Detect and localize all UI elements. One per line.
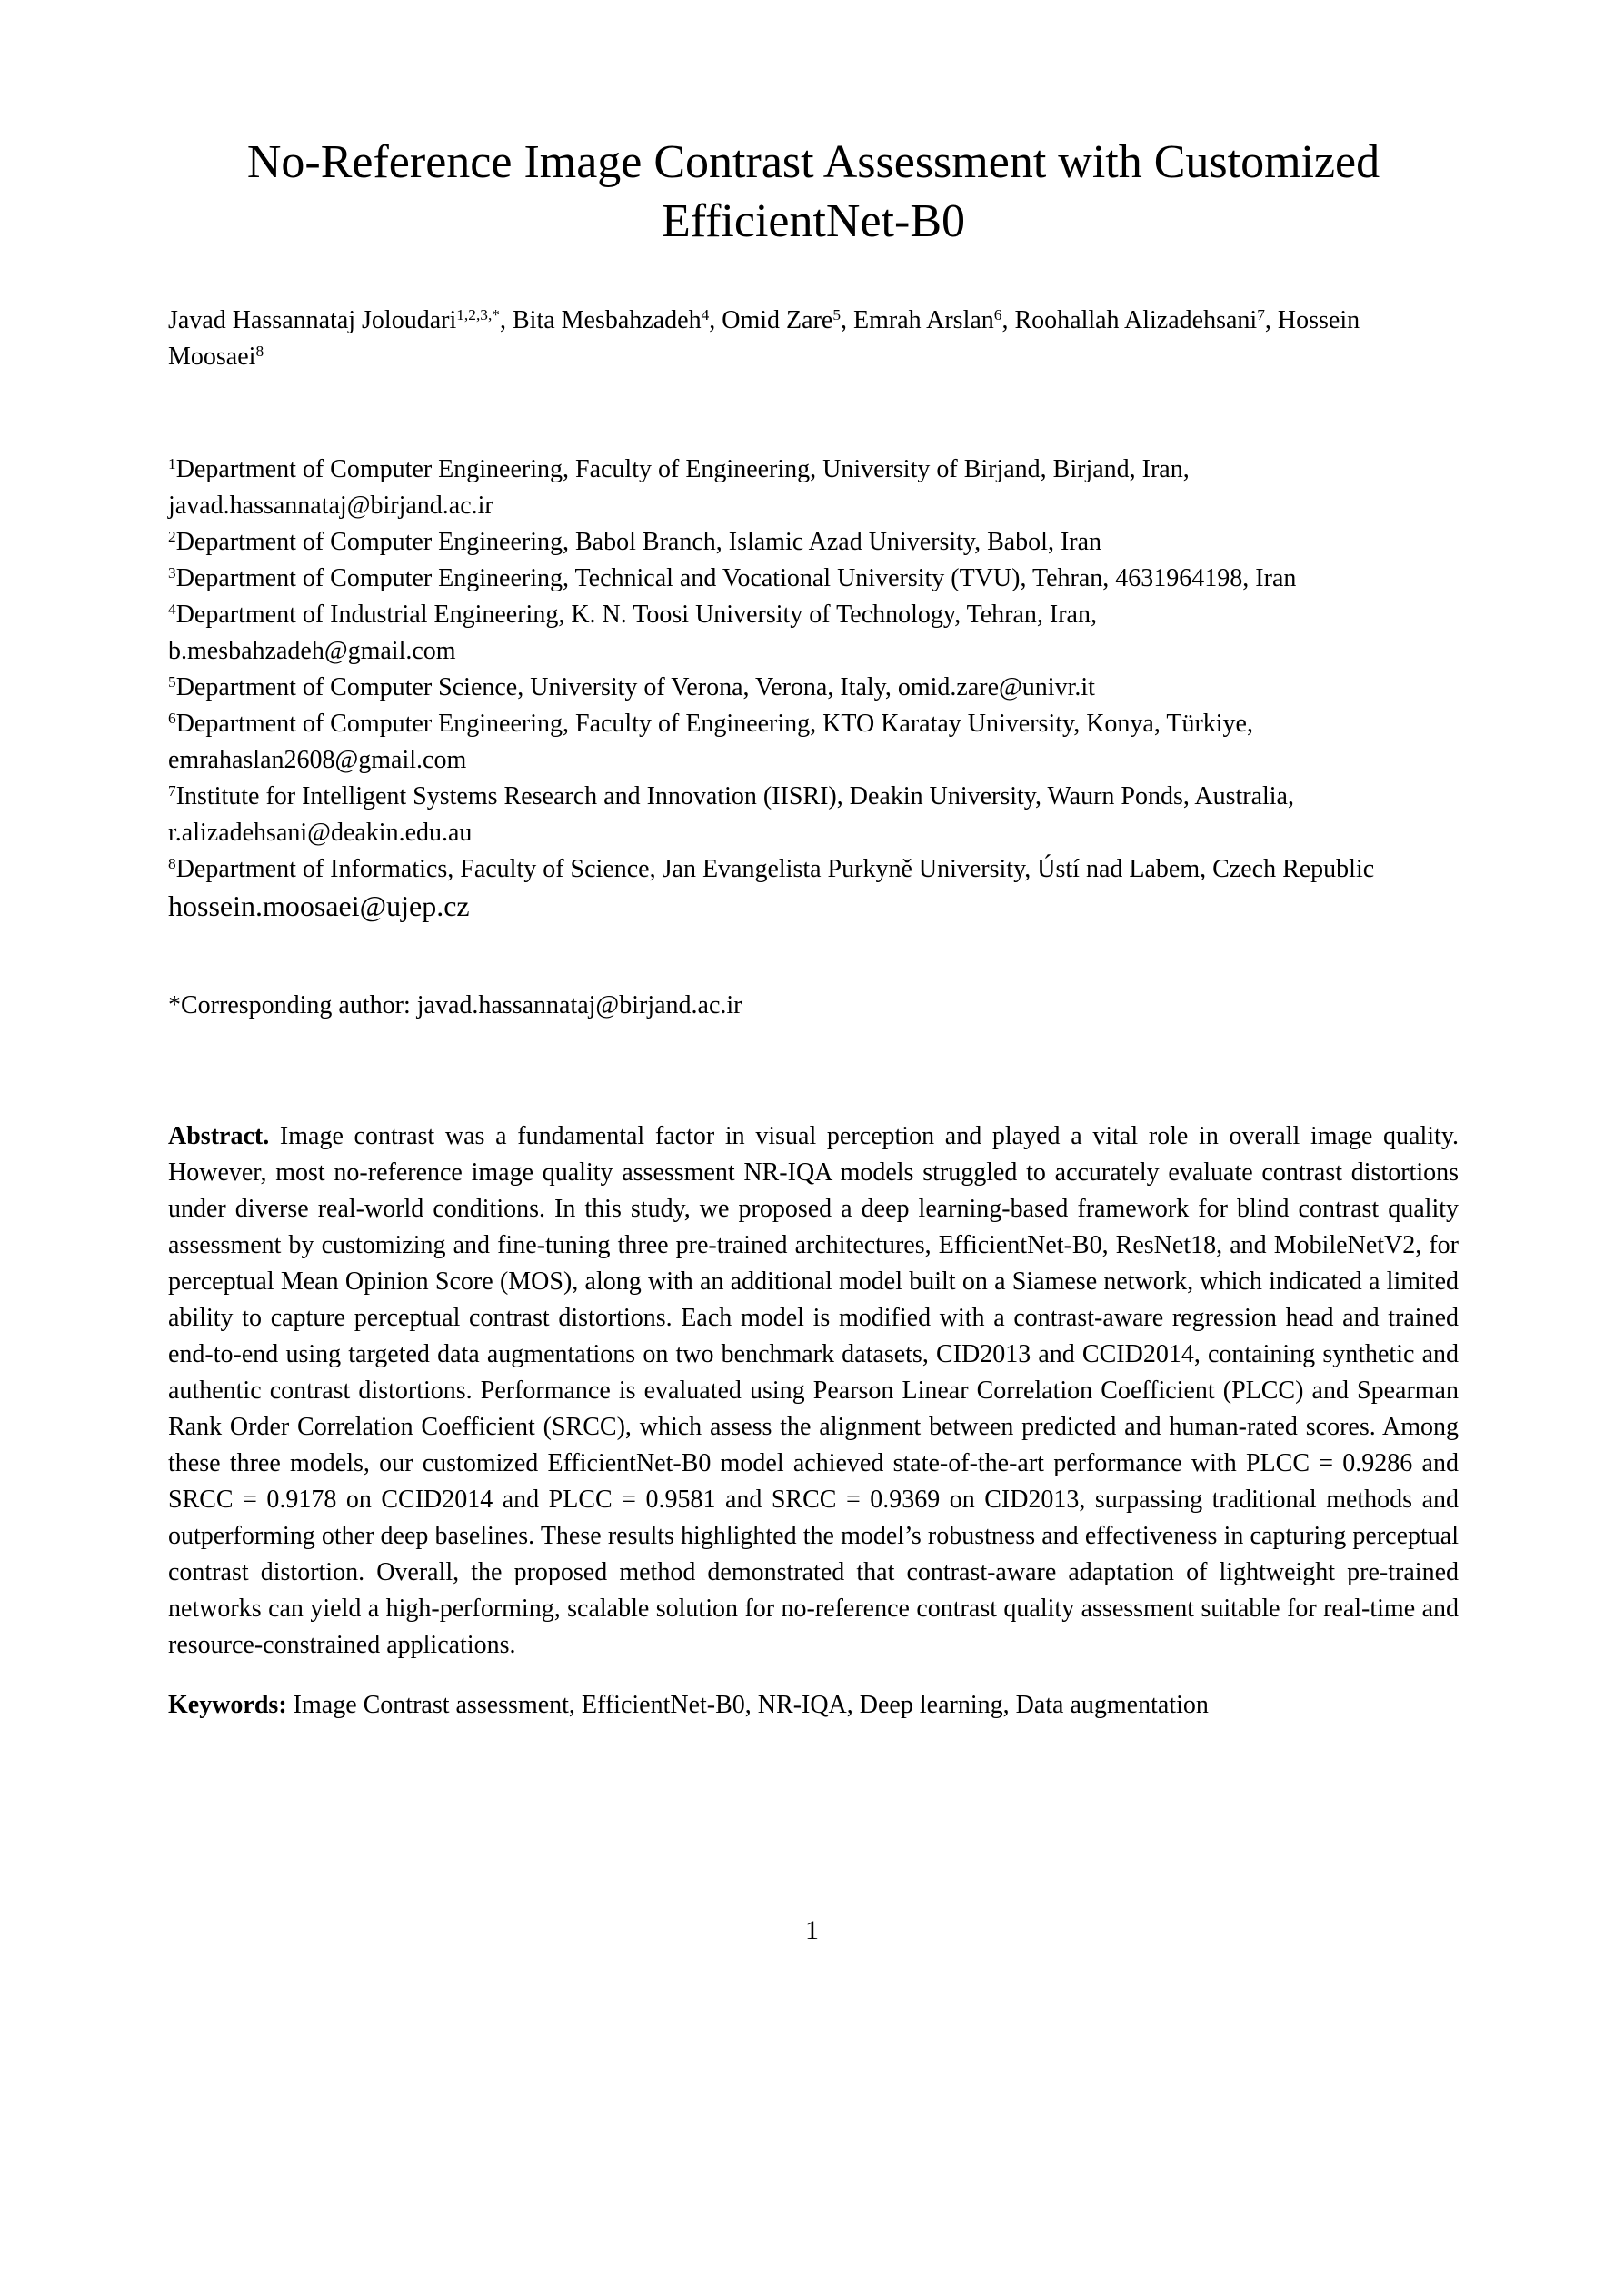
author-superscript: 8 (255, 343, 264, 361)
author (853, 306, 1008, 334)
affiliation-superscript: 3 (168, 564, 176, 582)
author-separator: , (1001, 306, 1009, 334)
author-superscript: 7 (1257, 306, 1265, 324)
author-name: Hossein Moosaei (168, 306, 1360, 371)
affiliation-line (168, 488, 1459, 524)
affiliation-text: Department of Computer Engineering, Faculty of Engineering, KTO Karatay University, Konya, Türkiye, (175, 710, 1253, 738)
author (513, 306, 715, 334)
affiliation-line (168, 851, 1459, 888)
author-name: Bita Mesbahzadeh (513, 306, 702, 334)
author-separator: , (1264, 306, 1271, 334)
affiliation-text: Department of Computer Engineering, Babol Branch, Islamic Azad University, Babol, Iran (175, 528, 1102, 556)
affiliation-line (168, 633, 1459, 670)
affiliation-line (168, 888, 1459, 924)
keywords-text: Image Contrast assessment, EfficientNet-B0, NR-IQA, Deep learning, Data augmentation (293, 1691, 1209, 1719)
author-name: Omid Zare (722, 306, 833, 334)
affiliation-line (168, 706, 1459, 742)
affiliation-email: emrahaslan2608@gmail.com (168, 746, 467, 774)
affiliation-email: b.mesbahzadeh@gmail.com (168, 637, 456, 665)
affiliation-line (168, 670, 1459, 706)
affiliation-line (168, 452, 1459, 488)
page-number: 1 (805, 1915, 819, 1945)
affiliation-email: hossein.moosaei@ujep.cz (168, 890, 470, 922)
affiliation-email: javad.hassannataj@birjand.ac.ir (168, 492, 493, 520)
author (722, 306, 847, 334)
affiliation-email: r.alizadehsani@deakin.edu.au (168, 819, 473, 847)
affiliation-text: Department of Computer Engineering, Technical and Vocational University (TVU), Tehran, 4631964198, Iran (175, 564, 1297, 592)
affiliation-line (168, 742, 1459, 779)
affiliation-list (168, 452, 1459, 924)
author-separator: , (841, 306, 848, 334)
affiliation-superscript: 7 (168, 782, 176, 800)
affiliation-line (168, 561, 1459, 597)
author-superscript: 4 (701, 306, 710, 324)
author-superscript: 5 (832, 306, 842, 324)
affiliation-superscript: 6 (168, 710, 176, 728)
corresponding-author-note: *Corresponding author: javad.hassannataj@birjand.ac.ir (168, 991, 742, 1019)
page-content (0, 133, 1624, 1724)
affiliation-text: Department of Computer Engineering, Faculty of Engineering, University of Birjand, Birjand, Iran, (175, 455, 1190, 483)
affiliation-superscript: 5 (168, 673, 176, 691)
affiliation-superscript: 4 (168, 601, 176, 619)
author (168, 306, 506, 334)
affiliation-line (168, 597, 1459, 633)
affiliation-superscript: 8 (168, 855, 176, 873)
affiliation-superscript: 1 (168, 455, 176, 473)
author (1014, 306, 1270, 334)
abstract-paragraph (168, 1118, 1459, 1664)
abstract-label: Abstract. (168, 1122, 270, 1150)
paper-title: No-Reference Image Contrast Assessment with Customized EfficientNet-B0 (246, 136, 1380, 247)
affiliation-superscript: 2 (168, 528, 176, 546)
author-name: Roohallah Alizadehsani (1014, 306, 1258, 334)
author-superscript: 1,2,3,* (456, 306, 500, 324)
keywords-line (168, 1687, 1459, 1724)
abstract-text: Image contrast was a fundamental factor in visual perception and played a vital role in overall image quality. However, most no-reference image quality assessment NR-IQA models struggled to accurately evaluate contrast distortions under diverse real-world conditions. In this study, we proposed a deep learning-based framework for blind contrast quality assessment by customizing and fine-tuning three pre-trained architectures, EfficientNet-B0, ResNet18, and MobileNetV2, for perceptual Mean Opinion Score (MOS), along with an additional model built on a Siamese network, which indicated a limited ability to capture perceptual contrast distortions. Each model is modified with a contrast-aware regression head and trained end-to-end using targeted data augmentations on two benchmark datasets, CID2013 and CCID2014, containing synthetic and authentic contrast distortions. Performance is evaluated using Pearson Linear Correlation Coefficient (PLCC) and Spearman Rank Order Correlation Coefficient (SRCC), which assess the alignment between predicted and human-rated scores. Among these three models, our customized EfficientNet-B0 model achieved state-of-the-art performance with PLCC = 0.9286 and SRCC = 0.9178 on CCID2014 and PLCC = 0.9581 and SRCC = 0.9369 on CID2013, surpassing traditional methods and outperforming other deep baselines. These results highlighted the model’s robustness and effectiveness in capturing perceptual contrast distortion. Overall, the proposed method demonstrated that contrast-aware adaptation of lightweight pre-trained networks can yield a high-performing, scalable solution for no-reference contrast quality assessment suitable for real-time and resource-constrained applications. (168, 1122, 1460, 1659)
affiliation-line (168, 815, 1459, 851)
author-superscript: 6 (993, 306, 1002, 324)
affiliation-text: Department of Computer Science, University of Verona, Verona, Italy, omid.zare@univr.it (175, 673, 1095, 701)
affiliation-line (168, 524, 1459, 561)
affiliation-line (168, 779, 1459, 815)
author-name: Javad Hassannataj Joloudari (168, 306, 457, 334)
affiliation-text: Institute for Intelligent Systems Research and Innovation (IISRI), Deakin University, Waurn Ponds, Australia, (175, 782, 1294, 810)
keywords-label: Keywords: (168, 1691, 287, 1719)
author-name: Emrah Arslan (853, 306, 994, 334)
author-separator: , (709, 306, 716, 334)
affiliation-text: Department of Informatics, Faculty of Science, Jan Evangelista Purkyně University, Ústí nad Labem, Czech Republic (175, 855, 1375, 883)
author-separator: , (500, 306, 506, 334)
affiliation-text: Department of Industrial Engineering, K. N. Toosi University of Technology, Tehran, Iran, (175, 601, 1097, 629)
author-list (168, 303, 1459, 375)
